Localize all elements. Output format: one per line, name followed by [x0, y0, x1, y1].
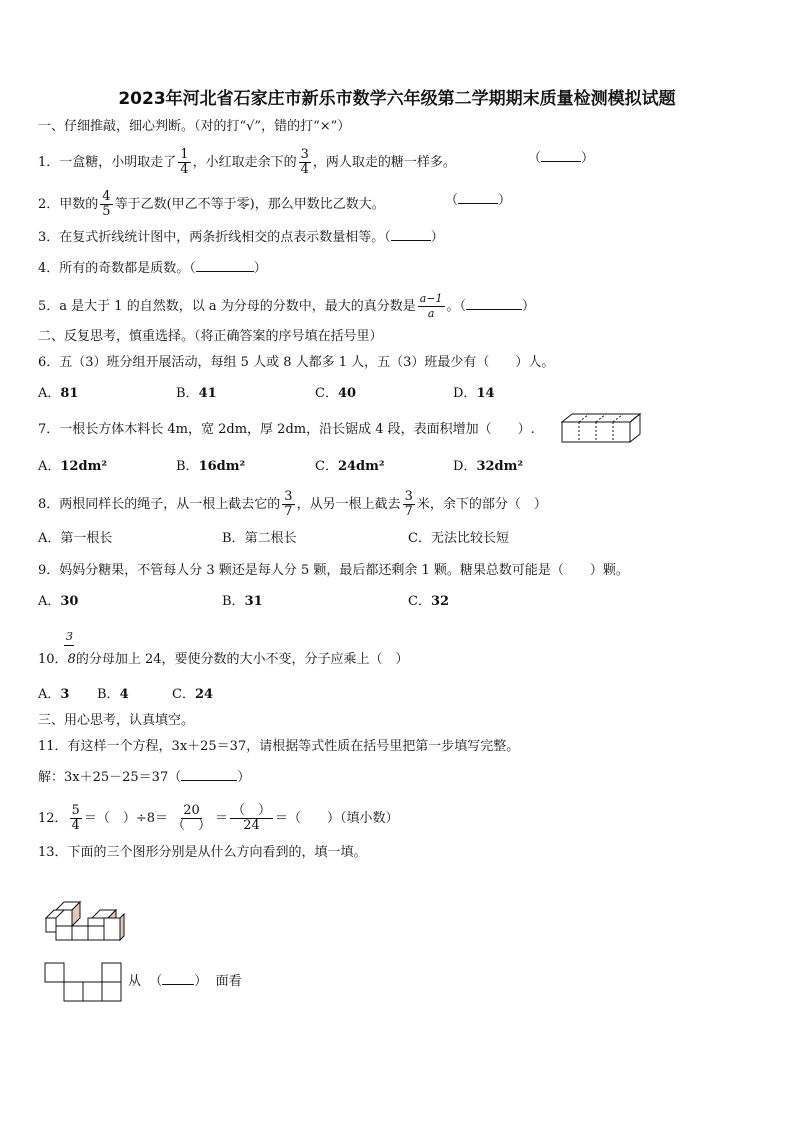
answer-blank-12d[interactable]: ＝（ ）（填小数）	[275, 811, 399, 826]
answer-bracket-1[interactable]: （ ）	[528, 151, 595, 166]
q8-option-a[interactable]: A．第一根长	[38, 531, 113, 546]
wood-block-figure	[560, 412, 642, 444]
q6-option-b[interactable]: B．41	[176, 386, 217, 401]
q6-option-c[interactable]: C．40	[315, 386, 357, 401]
view-figure	[44, 962, 126, 1002]
fraction: $\frac{4}{5}$	[102, 189, 111, 219]
question-6: 6．五（3）班分组开展活动，每组 5 人或 8 人都多 1 人，五（3）班最少有（ ）人。	[38, 355, 555, 370]
question-10: 10．8的分母加上 24，要使分数的大小不变，分子应乘上（ ）	[38, 652, 409, 667]
q8-option-b[interactable]: B．第二根长	[222, 531, 297, 546]
fraction: $\frac{a-1}{a}$	[419, 292, 443, 320]
answer-blank-12a[interactable]: ＝（ ）÷8＝	[83, 811, 168, 826]
fraction: $\frac{1}{4}$	[180, 147, 189, 177]
section-heading-1: 一、仔细推敲，细心判断。（对的打“√”，错的打“×”）	[38, 119, 351, 134]
answer-blank-11[interactable]	[181, 780, 237, 781]
q7-option-c[interactable]: C．24dm²	[315, 459, 385, 474]
fraction[interactable]: $\frac{20}{( )}$	[172, 803, 212, 833]
q10-option-a[interactable]: A．3	[38, 687, 70, 702]
answer-blank-3[interactable]	[391, 240, 431, 241]
question-12: 12． $\frac{5}{4}$ ＝（ ）÷8＝ $\frac{20}{( )}$ ＝ $\frac{( )}{24}$ ＝（ ）（填小数）	[38, 803, 399, 833]
q6-option-d[interactable]: D．14	[453, 386, 495, 401]
question-13: 13．下面的三个图形分别是从什么方向看到的，填一填。	[38, 845, 367, 860]
question-8: 8．两根同样长的绳子，从一根上截去它的 $\frac{3}{7}$ ，从另一根上截去 $\frac{3}{7}$ 米，余下的部分（ ）	[38, 489, 547, 519]
q7-option-b[interactable]: B．16dm²	[176, 459, 246, 474]
q6-option-a[interactable]: A．81	[38, 386, 79, 401]
q8-option-c[interactable]: C．无法比较长短	[408, 531, 509, 546]
q10-fraction-bar	[64, 645, 74, 646]
q9-option-b[interactable]: B．31	[222, 594, 263, 609]
q13-answer-line: 从 （ ） 面看	[128, 974, 242, 989]
question-5: 5．a 是大于 1 的自然数，以 a 为分母的分数中，最大的真分数是 $\frac{a-1}{a}$ 。（ ）	[38, 292, 536, 320]
fraction: $\frac{3}{7}$	[404, 489, 413, 519]
section-heading-3: 三、用心思考，认真填空。	[38, 713, 195, 728]
answer-blank-13[interactable]	[162, 984, 194, 985]
fraction: $\frac{5}{4}$	[71, 803, 80, 833]
question-4: 4．所有的奇数都是质数。（ ）	[38, 261, 267, 276]
question-7: 7．一根长方体木料长 4m，宽 2dm，厚 2dm，沿长锯成 4 段，表面积增加（ ）.	[38, 422, 535, 437]
q9-option-c[interactable]: C．32	[408, 594, 450, 609]
answer-bracket-2[interactable]: （ ）	[445, 193, 512, 208]
q7-option-d[interactable]: D．32dm²	[453, 459, 524, 474]
question-11: 11．有这样一个方程，3x＋25＝37，请根据等式性质在括号里把第一步填写完整。	[38, 739, 520, 754]
q9-option-a[interactable]: A．30	[38, 594, 79, 609]
page-title: 2023年河北省石家庄市新乐市数学六年级第二学期期末质量检测模拟试题	[118, 89, 676, 109]
answer-blank-5[interactable]	[466, 309, 522, 310]
cube-stack-figure	[40, 896, 130, 944]
q10-option-c[interactable]: C．24	[172, 687, 214, 702]
q10-option-b[interactable]: B．4	[97, 687, 129, 702]
question-2: 2．甲数的 $\frac{4}{5}$ 等于乙数(甲乙不等于零)，那么甲数比乙数大。	[38, 189, 385, 219]
fraction: $\frac{3}{4}$	[300, 147, 309, 177]
fraction[interactable]: $\frac{( )}{24}$	[232, 803, 272, 833]
fraction: $\frac{3}{7}$	[284, 489, 293, 519]
q7-option-a[interactable]: A．12dm²	[38, 459, 108, 474]
question-3: 3．在复式折线统计图中，两条折线相交的点表示数量相等。（ ）	[38, 230, 444, 245]
section-heading-2: 二、反复思考，慎重选择。（将正确答案的序号填在括号里）	[38, 329, 383, 344]
question-11-solution: 解：3x＋25－25＝37（ ）	[38, 770, 251, 785]
question-1: 1．一盒糖，小明取走了 $\frac{1}{4}$ ，小红取走余下的 $\frac{3}{4}$ ，两人取走的糖一样多。	[38, 147, 456, 177]
answer-blank-4[interactable]	[196, 271, 254, 272]
question-9: 9．妈妈分糖果，不管每人分 3 颗还是每人分 5 颗，最后都还剩余 1 颗。糖果总数可能是（ ）颗。	[38, 563, 629, 578]
